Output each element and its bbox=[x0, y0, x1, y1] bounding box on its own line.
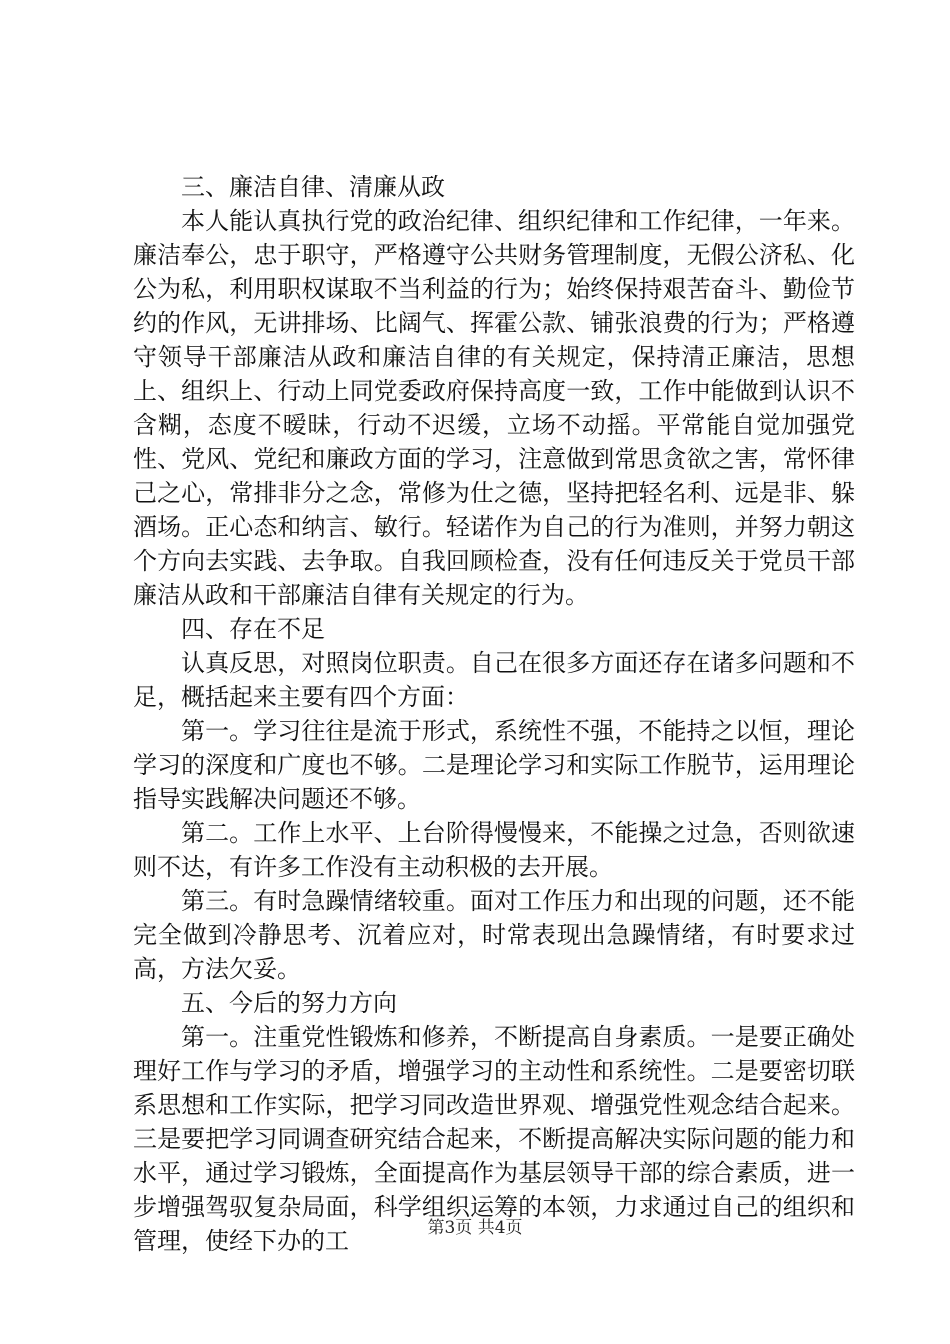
section-heading-integrity: 三、廉洁自律、清廉从政 bbox=[181, 173, 445, 201]
paragraph-future-direction-1: 第一。注重党性锻炼和修养，不断提高自身素质。一是要正确处理好工作与学习的矛盾，增强学习的主动性和系统性。二是要密切联系思想和工作实际，把学习同改造世界观、增强党性观念结合起来。三是要把学习同调查研究结合起来，不断提高解决实际问题的能力和水平，通过学习锻炼，全面提高作为基层领导干部的综合素质，进一步增强驾驭复杂局面，科学组织运筹的本领，力求通过自己的组织和管理，使经下办的工 bbox=[133, 1023, 855, 1255]
page-footer: 第3页 共4页 bbox=[427, 1218, 523, 1238]
paragraph-shortcoming-2: 第二。工作上水平、上台阶得慢慢来，不能操之过急，否则欲速则不达，有许多工作没有主动积极的去开展。 bbox=[133, 819, 855, 881]
document-body bbox=[133, 170, 855, 1258]
paragraph-shortcoming-3: 第三。有时急躁情绪较重。面对工作压力和出现的问题，还不能完全做到冷静思考、沉着应对，时常表现出急躁情绪，有时要求过高，方法欠妥。 bbox=[133, 887, 855, 983]
section-heading-future-direction: 五、今后的努力方向 bbox=[181, 989, 397, 1017]
paragraph-shortcomings-intro: 认真反思，对照岗位职责。自己在很多方面还存在诸多问题和不足，概括起来主要有四个方面： bbox=[133, 649, 855, 711]
paragraph-shortcoming-1: 第一。学习往往是流于形式，系统性不强，不能持之以恒，理论学习的深度和广度也不够。二是理论学习和实际工作脱节，运用理论指导实践解决问题还不够。 bbox=[133, 717, 855, 813]
section-heading-shortcomings: 四、存在不足 bbox=[181, 615, 325, 643]
paragraph-integrity-statement: 本人能认真执行党的政治纪律、组织纪律和工作纪律，一年来。廉洁奉公，忠于职守，严格遵守公共财务管理制度，无假公济私、化公为私，利用职权谋取不当利益的行为；始终保持艰苦奋斗、勤俭节约的作风，无讲排场、比阔气、挥霍公款、铺张浪费的行为；严格遵守领导干部廉洁从政和廉洁自律的有关规定，保持清正廉洁，思想上、组织上、行动上同党委政府保持高度一致，工作中能做到认识不含糊，态度不暧昧，行动不迟缓，立场不动摇。平常能自觉加强党性、党风、党纪和廉政方面的学习，注意做到常思贪欲之害，常怀律己之心，常排非分之念，常修为仕之德，坚持把轻名利、远是非、躲酒场。正心态和纳言、敏行。轻诺作为自己的行为准则，并努力朝这个方向去实践、去争取。自我回顾检查，没有任何违反关于党员干部廉洁从政和干部廉洁自律有关规定的行为。 bbox=[133, 207, 855, 609]
